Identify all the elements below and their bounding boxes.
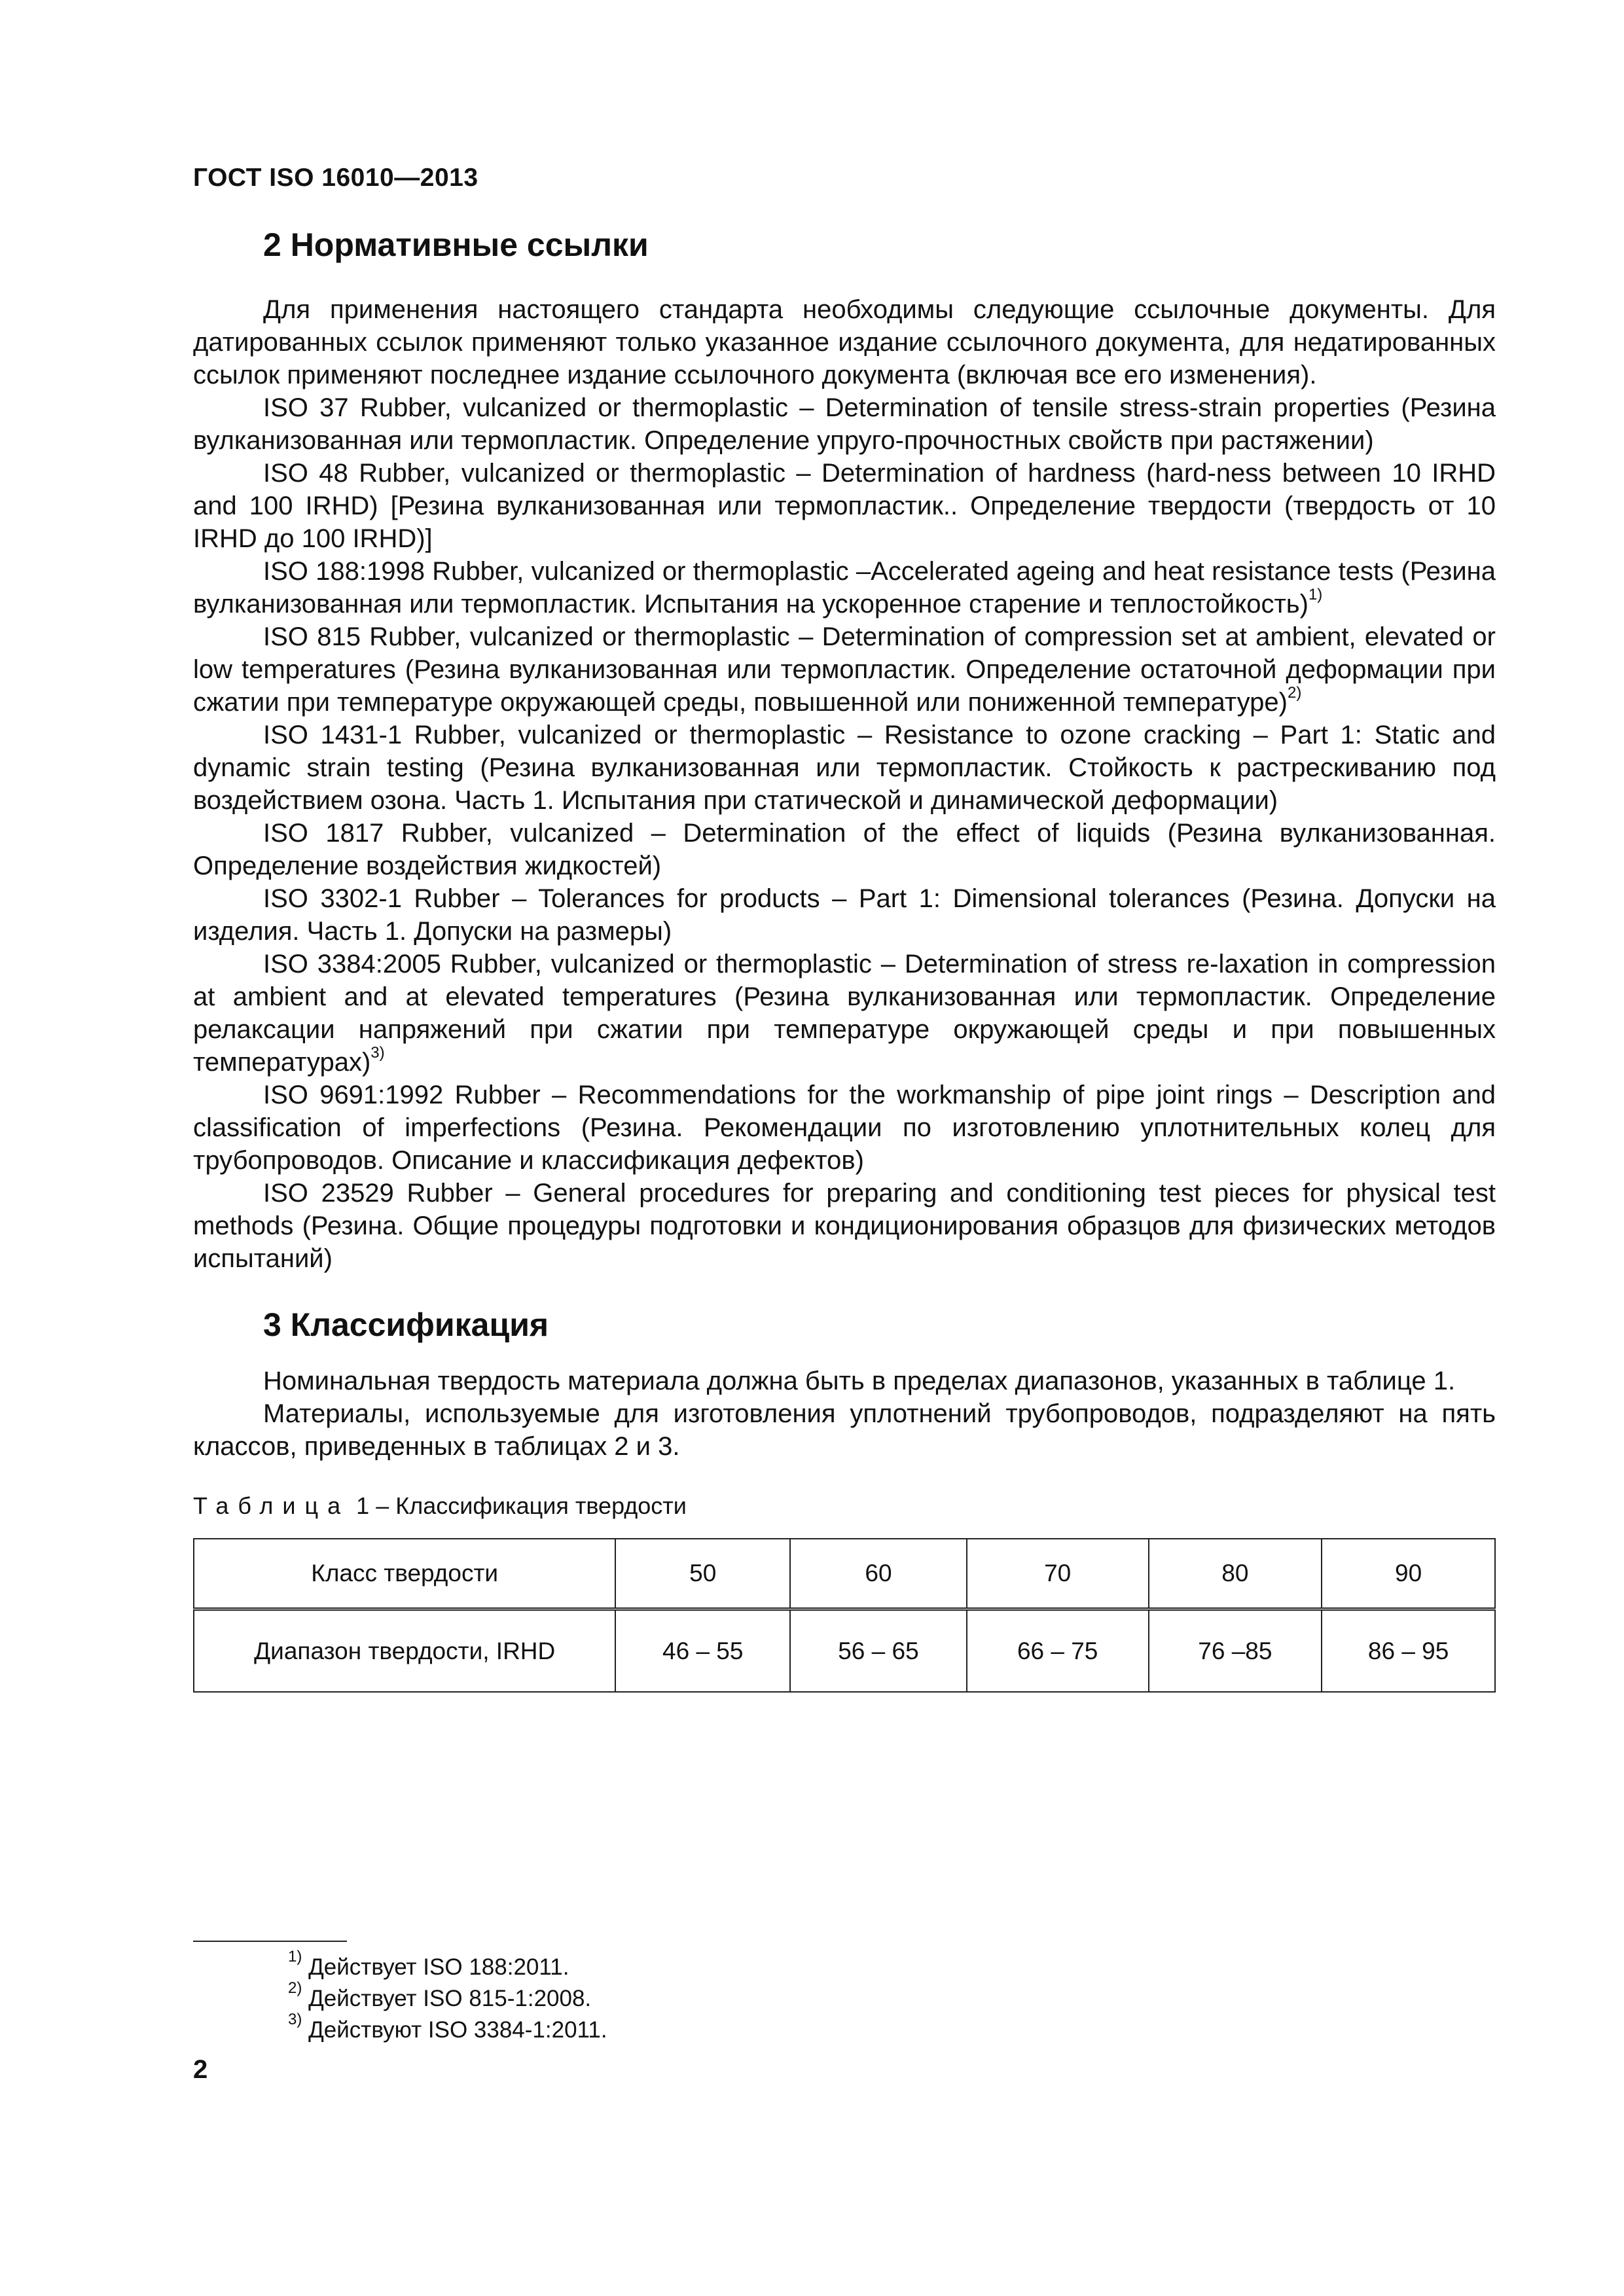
table-caption-title: 1 – Классификация твердости bbox=[356, 1492, 687, 1519]
reference-item: ISO 9691:1992 Rubber – Recommendations for the workmanship of pipe joint rings – Description and classification of imperfections (Резина. Рекомендации по изготовлению уплотнительных колец для трубопроводов. Описание и классификация дефектов) bbox=[193, 1081, 1496, 1175]
table-cell: 56 – 65 bbox=[790, 1609, 967, 1693]
table-cell: 86 – 95 bbox=[1322, 1609, 1495, 1693]
footnote-ref[interactable]: 1) bbox=[1308, 586, 1323, 603]
reference-item: ISO 815 Rubber, vulcanized or thermoplastic – Determination of compression set at ambient, elevated or low temperatures (Резина вулканизованная или термопластик. Определение остаточной деформации при сжатии при температуре окружающей среды, повышенной или пониженной температуре)$^{2)}$ bbox=[193, 622, 1496, 717]
classification-text bbox=[193, 1365, 1496, 1463]
page-number: 2 bbox=[193, 2055, 208, 2084]
table-cell: 90 bbox=[1322, 1539, 1495, 1609]
footnote-ref[interactable]: 2) bbox=[1287, 684, 1302, 702]
footnote: $^{1)}$ Действует ISO 188:2011. bbox=[288, 1948, 569, 1980]
table-cell: 76 –85 bbox=[1149, 1609, 1322, 1693]
table-caption-word: Таблица bbox=[193, 1492, 350, 1519]
footnotes bbox=[288, 1948, 607, 2046]
table-caption bbox=[193, 1492, 687, 1520]
table-cell: Диапазон твердости, IRHD bbox=[194, 1609, 615, 1693]
footnote: $^{2)}$ Действует ISO 815-1:2008. bbox=[288, 1979, 592, 2011]
table-cell: 60 bbox=[790, 1539, 967, 1609]
table-cell: 80 bbox=[1149, 1539, 1322, 1609]
document-code: ГОСТ ISO 16010—2013 bbox=[193, 164, 478, 192]
table-cell: 70 bbox=[967, 1539, 1149, 1609]
table-cell: 46 – 55 bbox=[615, 1609, 790, 1693]
classification-paragraph: Материалы, используемые для изготовления уплотнений трубопроводов, подразделяют на пять классов, приведенных в таблицах 2 и 3. bbox=[193, 1399, 1496, 1461]
table-row bbox=[194, 1609, 1495, 1693]
reference-item: ISO 48 Rubber, vulcanized or thermoplastic – Determination of hardness (hard-ness between 10 IRHD and 100 IRHD) [Резина вулканизованная или термопластик.. Определение твердости (твердость от 10 IRHD до 100 IRHD)] bbox=[193, 459, 1496, 553]
reference-item: ISO 37 Rubber, vulcanized or thermoplastic – Determination of tensile stress-strain properties (Резина вулканизованная или термопластик. Определение упруго-прочностных свойств при растяжении) bbox=[193, 393, 1496, 455]
table-cell: 50 bbox=[615, 1539, 790, 1609]
section-2-title: 2 Нормативные ссылки bbox=[263, 226, 649, 263]
footnote-separator bbox=[193, 1941, 347, 1942]
reference-item: ISO 1431-1 Rubber, vulcanized or thermoplastic – Resistance to ozone cracking – Part 1: Static and dynamic strain testing (Резина вулканизованная или термопластик. Стойкость к растрескиванию под воздействием озона. Часть 1. Испытания при статической и динамической деформации) bbox=[193, 721, 1496, 815]
references-intro: Для применения настоящего стандарта необходимы следующие ссылочные документы. Для датированных ссылок применяют только указанное издание ссылочного документа, для недатированных ссылок применяют последнее издание ссылочного документа (включая все его изменения). bbox=[193, 295, 1496, 389]
reference-item: ISO 1817 Rubber, vulcanized – Determination of the effect of liquids (Резина вулканизованная. Определение воздействия жидкостей) bbox=[193, 819, 1496, 880]
table-cell: Класс твердости bbox=[194, 1539, 615, 1609]
reference-item: ISO 23529 Rubber – General procedures for preparing and conditioning test pieces for physical test methods (Резина. Общие процедуры подготовки и кондиционирования образцов для физических методов испытаний) bbox=[193, 1179, 1496, 1273]
table-header-row bbox=[194, 1539, 1495, 1609]
reference-item: ISO 3302-1 Rubber – Tolerances for products – Part 1: Dimensional tolerances (Резина. Допуски на изделия. Часть 1. Допуски на размеры) bbox=[193, 884, 1496, 946]
table-cell: 66 – 75 bbox=[967, 1609, 1149, 1693]
classification-paragraph: Номинальная твердость материала должна быть в пределах диапазонов, указанных в таблице 1. bbox=[263, 1367, 1456, 1395]
section-normative-references bbox=[193, 226, 1496, 264]
section-classification bbox=[193, 1306, 1496, 1344]
footnote-ref[interactable]: 3) bbox=[370, 1044, 385, 1062]
section-3-title: 3 Классификация bbox=[263, 1306, 549, 1343]
hardness-classification-table bbox=[193, 1538, 1496, 1693]
footnote: $^{3)}$ Действуют ISO 3384-1:2011. bbox=[288, 2011, 607, 2043]
reference-item: ISO 188:1998 Rubber, vulcanized or thermoplastic –Accelerated ageing and heat resistance tests (Резина вулканизованная или термопластик. Испытания на ускоренное старение и теплостойкость)$^{1)}$ bbox=[193, 557, 1496, 619]
references-list bbox=[193, 293, 1496, 1275]
reference-item: ISO 3384:2005 Rubber, vulcanized or thermoplastic – Determination of stress re-laxation in compression at ambient and at elevated temperatures (Резина вулканизованная или термопластик. Определение релаксации напряжений при сжатии при температуре окружающей среды и при повышенных температурах)$^{3)}$ bbox=[193, 950, 1496, 1077]
